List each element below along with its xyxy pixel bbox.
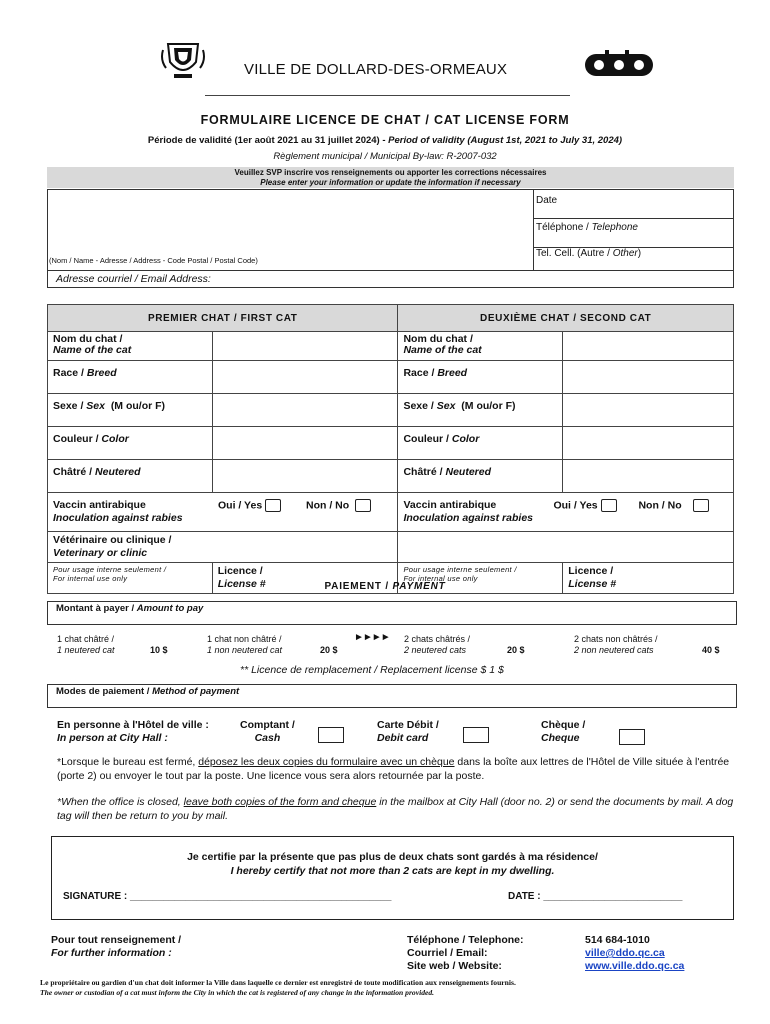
notice-bar <box>47 167 734 188</box>
header-rule <box>205 95 570 96</box>
cat1-vaccine-no-checkbox[interactable] <box>355 499 371 512</box>
cats-table <box>47 304 734 594</box>
contact-phone: 514 684-1010 <box>585 934 650 946</box>
debit-checkbox[interactable] <box>463 727 489 743</box>
cat2-neutered-input[interactable] <box>563 460 734 493</box>
second-cat-header: DEUXIÈME CHAT / SECOND CAT <box>398 305 734 332</box>
price-2: 1 chat non châtré / 1 non neutered cat <box>207 634 283 655</box>
cat2-vaccine-no-checkbox[interactable] <box>693 499 709 512</box>
first-cat-header: PREMIER CHAT / FIRST CAT <box>48 305 398 332</box>
cell-phone-field[interactable]: Tel. Cell. (Autre / Other) <box>533 247 734 271</box>
cat1-vaccine-yes-checkbox[interactable] <box>265 499 281 512</box>
table-row: Race / Breed Race / Breed <box>48 361 734 394</box>
signature-line[interactable]: SIGNATURE : _______________________________________________ <box>63 891 392 902</box>
email-field[interactable]: Adresse courriel / Email Address: <box>47 270 734 288</box>
cat2-name-input[interactable] <box>563 332 734 361</box>
bylaw-line: Règlement municipal / Municipal By-law: R-2007-032 <box>273 151 497 162</box>
replacement-license: ** Licence de remplacement / Replacement license $ 1 $ <box>240 664 504 676</box>
price-1-amount: 10 $ <box>150 645 168 655</box>
cat1-breed-input[interactable] <box>212 361 398 394</box>
table-row: Pour usage interne seulement / For internal use only Licence / License # Pour usage interne seulement / For internal use only Licence / License # <box>48 563 734 594</box>
ddo-logo <box>583 50 655 80</box>
cat1-neutered-input[interactable] <box>212 460 398 493</box>
notice-en: Please enter your information or update the information if necessary <box>260 178 521 187</box>
table-row: Nom du chat / Name of the cat Nom du chat / Name of the cat <box>48 332 734 361</box>
cat1-sex-input[interactable] <box>212 394 398 427</box>
contact-labels: Téléphone / Telephone: Courriel / Email: Site web / Website: <box>407 934 524 972</box>
table-row: Vaccin antirabique Inoculation against rabies Oui / Yes Non / No Vaccin antirabique Inoculation against rabies Oui / Yes Non / No <box>48 493 734 532</box>
cat1-name-input[interactable] <box>212 332 398 361</box>
in-person-label: En personne à l'Hôtel de ville : In person at City Hall : <box>57 719 209 744</box>
footer-notice: Le propriétaire ou gardien d'un chat doit informer la Ville dans laquelle ce dernier est enregistré de toute modification aux renseignements fournis. The owner or custodian of a cat must inform the City in which the cat is registered of any change in the information provided. <box>40 978 516 997</box>
price-4: 2 chats non châtrés / 2 non neutered cats <box>574 634 658 655</box>
cat2-color-input[interactable] <box>563 427 734 460</box>
certify-en: I hereby certify that not more than 2 cats are kept in my dwelling. <box>230 865 555 877</box>
cat1-color-input[interactable] <box>212 427 398 460</box>
date-field[interactable] <box>533 189 734 219</box>
cheque-checkbox[interactable] <box>619 729 645 745</box>
city-name: VILLE DE DOLLARD-DES-ORMEAUX <box>244 61 508 78</box>
cash-checkbox[interactable] <box>318 727 344 743</box>
name-address-hint: (Nom / Name - Adresse / Address - Code Postal / Postal Code) <box>49 256 258 265</box>
price-4-amount: 40 $ <box>702 645 720 655</box>
table-row: Châtré / Neutered Châtré / Neutered <box>48 460 734 493</box>
table-row: Sexe / Sex (M ou/or F) Sexe / Sex (M ou/or F) <box>48 394 734 427</box>
cat2-breed-input[interactable] <box>563 361 734 394</box>
payment-method-field[interactable]: Modes de paiement / Method of payment <box>47 684 737 708</box>
date-label: Date <box>536 195 558 206</box>
form-title: FORMULAIRE LICENCE DE CHAT / CAT LICENSE FORM <box>200 113 570 127</box>
contact-website-link[interactable]: www.ville.ddo.qc.ca <box>585 960 685 972</box>
arrows-icon: ►►►► <box>354 632 390 643</box>
contact-info-label: Pour tout renseignement / For further information : <box>51 934 182 959</box>
price-3: 2 chats châtrés / 2 neutered cats <box>404 634 471 655</box>
cat2-sex-input[interactable] <box>563 394 734 427</box>
telephone-field[interactable]: Téléphone / Telephone <box>533 218 734 248</box>
price-3-amount: 20 $ <box>507 645 525 655</box>
cash-label: Comptant / Cash <box>240 719 295 744</box>
closed-note-en: *When the office is closed, leave both copies of the form and cheque in the mailbox at City Hall (door no. 2) or send the documents by mail. A dog tag will then be return to you by mail. <box>57 796 734 822</box>
date-line[interactable]: DATE : _________________________ <box>508 891 683 902</box>
debit-label: Carte Débit / Debit card <box>377 719 439 744</box>
notice-fr: Veuillez SVP inscrire vos renseignements ou apporter les corrections nécessaires <box>234 168 547 177</box>
vet-input-2[interactable] <box>398 532 734 563</box>
price-2-amount: 20 $ <box>320 645 338 655</box>
table-row <box>48 532 734 563</box>
certify-fr: Je certifie par la présente que pas plus de deux chats sont gardés à ma résidence/ <box>187 851 598 863</box>
closed-note-fr: *Lorsque le bureau est fermé, déposez les deux copies du formulaire avec un chèque dans la boîte aux lettres de l'Hôtel de Ville située à l'entrée (porte 2) ou envoyer le tout par la poste. Une licence vous sera alors retournée par la poste. <box>57 756 730 782</box>
contact-email-link[interactable]: ville@ddo.qc.ca <box>585 947 665 959</box>
cheque-label: Chèque / Cheque <box>541 719 586 744</box>
validity-line: Période de validité (1er août 2021 au 31 juillet 2024) - Period of validity (August 1st, 2021 to July 31, 2024) <box>147 135 623 146</box>
vet-input[interactable]: Vétérinaire ou clinique / Veterinary or clinic <box>48 532 398 563</box>
table-row: Couleur / Color Couleur / Color <box>48 427 734 460</box>
city-crest-icon <box>160 38 206 82</box>
certification-box <box>51 836 734 920</box>
price-1: 1 chat châtré / 1 neutered cat <box>57 634 115 655</box>
amount-field[interactable]: Montant à payer / Amount to pay <box>47 601 737 625</box>
payment-title: PAIEMENT / PAYMENT <box>324 581 446 592</box>
contact-values <box>585 934 684 973</box>
cat2-vaccine-yes-checkbox[interactable] <box>601 499 617 512</box>
